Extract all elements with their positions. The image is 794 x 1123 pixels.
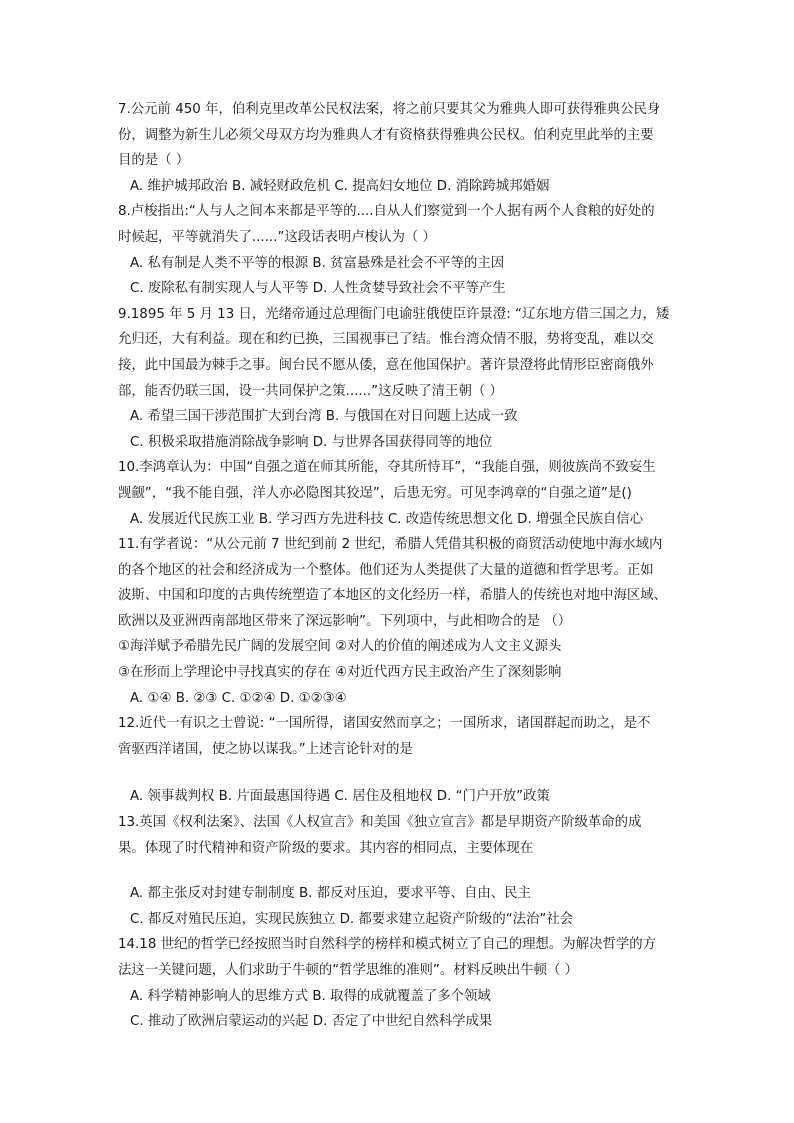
- question-7-line-2: 份，调整为新生儿必须父母双方均为雅典人才有资格获得雅典公民权。伯利克里此举的主要: [118, 127, 654, 143]
- question-8-options-cd: C. 废除私有制实现人与人平等 D. 人性贪婪导致社会不平等产生: [130, 281, 506, 297]
- question-8-options-ab: A. 私有制是人类不平等的根源 B. 贫富悬殊是社会不平等的主因: [130, 255, 505, 271]
- question-14-line-2: 法这一关键问题，人们求助于牛顿的“哲学思维的准则”。材料反映出牛顿（ ）: [118, 963, 579, 978]
- question-8-line-1: 8.卢梭指出:“人与人之间本来都是平等的....自从人们察觉到一个人据有两个人食粮的好处的: [118, 204, 655, 220]
- question-9-line-1: 9.1895 年 5 月 13 日，光绪帝通过总理衙门电谕驻俄使臣许景澄: “辽东地方借三国之力，矮: [118, 306, 670, 322]
- question-11-statements-12: ①海洋赋予希腊先民广阔的发展空间 ②对人的价值的阐述成为人文主义源头: [118, 639, 562, 655]
- question-9-options-ab: A. 希望三国干涉范围扩大到台湾 B. 与俄国在对日问题上达成一致: [130, 409, 518, 425]
- question-9-line-2: 允归还，大有利益。现在和约已换，三国视事已了结。惟台湾众情不服，势将变乱，难以交: [118, 332, 654, 348]
- question-11-statements-34: ③在形而上学理论中寻找真实的存在 ④对近代西方民主政治产生了深刻影响: [118, 665, 562, 681]
- question-14: [118, 932, 680, 1034]
- question-10-line-2: 觊觎”，“我不能自强，洋人亦必隐图其狡逞”，后患无穷。可见李鸿章的“自强之道”是(): [118, 485, 632, 501]
- question-12-line-2: 啻驱西洋诸国，使之协以谋我。”上述言论针对的是: [118, 741, 413, 757]
- question-12-line-1: 12.近代一有识之士曾说: “一国所得，诸国安然而享之；一国所求，诸国群起而助之，是不: [118, 716, 651, 732]
- question-7-line-1: 7.公元前 450 年，伯利克里改革公民权法案，将之前只要其父为雅典人即可获得雅典公民身: [118, 102, 661, 117]
- question-11-line-1: 11.有学者说：“从公元前 7 世纪到前 2 世纪，希腊人凭借其积极的商贸活动使地中海水域内: [118, 537, 663, 553]
- exam-page: [118, 97, 680, 1035]
- question-11-line-3: 波斯、中国和印度的古典传统塑造了本地区的文化经历一样，希腊人的传统也对地中海区域、: [118, 588, 668, 604]
- question-11: [118, 532, 680, 711]
- question-9-options-cd: C. 积极采取措施消除战争影响 D. 与世界各国获得同等的地位: [130, 434, 493, 450]
- question-13: [118, 810, 680, 932]
- question-7-options: A. 维护城邦政治 B. 减轻财政危机 C. 提高妇女地位 D. 消除跨城邦婚姻: [130, 178, 550, 194]
- question-8: [118, 199, 680, 301]
- question-11-options: A. ①④ B. ②③ C. ①②④ D. ①②③④: [130, 690, 347, 706]
- question-10-line-1: 10.李鸿章认为：中国“自强之道在师其所能，夺其所恃耳”，“我能自强，则彼族尚不致妄生: [118, 460, 656, 476]
- question-12-options: A. 领事裁判权 B. 片面最惠国待遇 C. 居住及租地权 D. “门户开放”政策: [130, 789, 550, 805]
- spacer: [118, 762, 680, 784]
- question-9-line-3: 接，此中国最为棘手之事。闽台民不愿从倭，意在他国保护。著许景澄将此情形臣密商俄外: [118, 357, 654, 373]
- question-7: [118, 97, 680, 199]
- question-14-options-ab: A. 科学精神影响人的思维方式 B. 取得的成就覆盖了多个领域: [130, 988, 491, 1004]
- question-10-options: A. 发展近代民族工业 B. 学习西方先进科技 C. 改造传统思想文化 D. 增强全民族自信心: [130, 511, 644, 527]
- question-9: [118, 302, 680, 456]
- question-13-options-ab: A. 都主张反对封建专制制度 B. 都反对压迫，要求平等、自由、民主: [130, 886, 531, 902]
- question-14-line-1: 14.18 世纪的哲学已经按照当时自然科学的榜样和模式树立了自己的理想。为解决哲学的方: [118, 937, 657, 953]
- question-11-line-2: 的各个地区的社会和经济成为一个整体。他们还为人类提供了大量的道德和哲学思考。正如: [118, 562, 654, 578]
- question-13-line-1: 13.英国《权利法案》、法国《人权宣言》和美国《独立宣言》都是早期资产阶级革命的成: [118, 815, 642, 831]
- question-8-line-2: 时候起，平等就消失了......”这段话表明卢梭认为（ ）: [118, 229, 436, 245]
- question-12: [118, 711, 680, 810]
- question-9-line-4: 部，能否仍联三国，设一共同保护之策......”这反映了清王朝（ ）: [118, 383, 503, 399]
- question-10: [118, 455, 680, 532]
- question-11-line-4: 欧洲以及亚洲西南部地区带来了深远影响”。下列项中，与此相吻合的是 （）: [118, 613, 572, 629]
- question-13-options-cd: C. 都反对殖民压迫，实现民族独立 D. 都要求建立起资产阶级的“法治”社会: [130, 911, 574, 927]
- question-13-line-2: 果。体现了时代精神和资产阶级的要求。其内容的相同点，主要体现在: [118, 840, 534, 856]
- question-14-options-cd: C. 推动了欧洲启蒙运动的兴起 D. 否定了中世纪自然科学成果: [130, 1014, 493, 1030]
- question-7-line-3: 目的是（ ）: [118, 153, 190, 169]
- spacer: [118, 861, 680, 881]
